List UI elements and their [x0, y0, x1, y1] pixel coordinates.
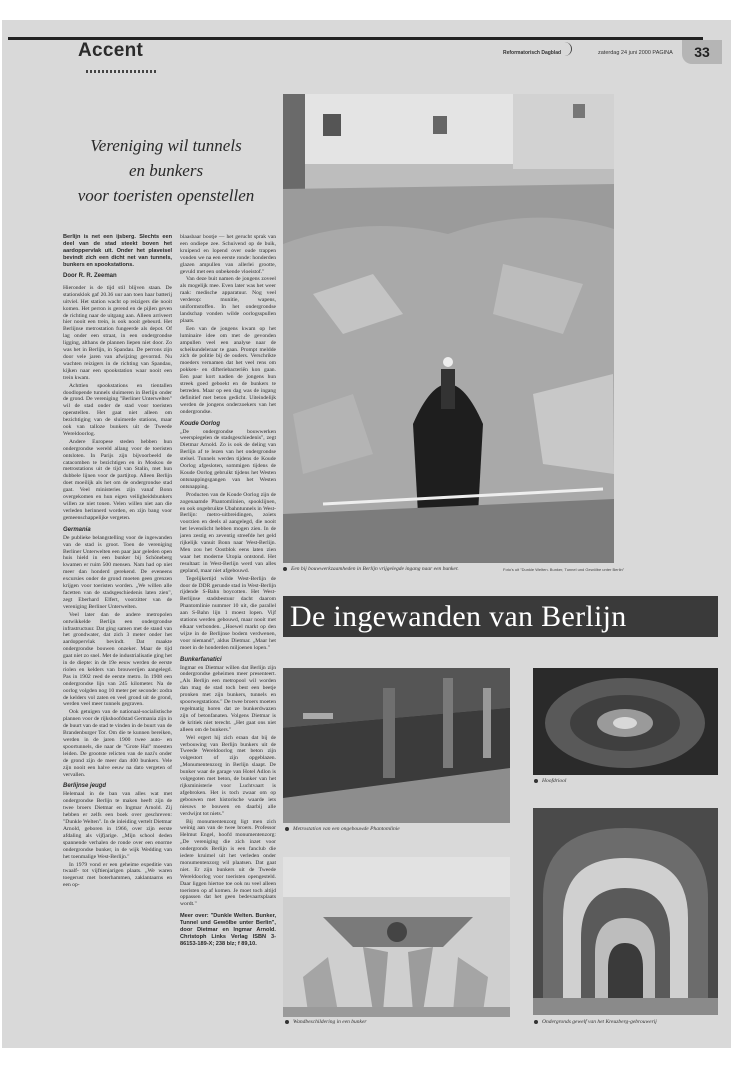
caption-text: Een bij bouwwerkzaamheden in Berlijn vrijgelegde ingang naar een bunker. — [291, 566, 459, 572]
bullet-icon — [534, 779, 538, 783]
byline: Door R. R. Zeeman — [63, 273, 117, 279]
paragraph: Helemaal in de ban van alles wat met ondergrondse Berlijn te maken heeft zijn de twee broers Dietmar en Ingmar Arnold. Zij hebben er zelfs een boek over geschreven: "Dunkle Welten". In de inleiding vertelt Dietmar Arnold, geboren in 1966, over zijn eerste afdaling als vijfjarige. „Mijn school deden spannende verhalen de ronde over een enorme ondergrondse bunker, in de wijk Wedding van het toenmalige West-Berlijn." — [63, 791, 172, 860]
paragraph: blaasbaar bootje — het gerucht sprak van een ondiepe zee. Schuivend op de buik, kruipend en lopend over oude trappen vonden we na een eerste ronde: honderden glazen ampullen van allerlei grootte, gevuld met een onbekende vloeistof." — [180, 234, 276, 275]
metro-caption — [285, 826, 400, 832]
headline-line: voor toeristen openstellen — [77, 186, 255, 205]
headline-line: Vereniging wil tunnels — [90, 136, 242, 155]
paragraph: De publieke belangstelling voor de ingewanden van de stad is groot. Toen de vereniging Berliner Unterwelten een paar jaar geleden open huis hield in een bunker bij Schöneberg kwamen er ruim 500 mensen. Nam had op niet meer dan honderd gerekend. De eveneens excursies onder de grond moeten geen grenzen krijgen voor toeristen worden. „We willen alle facetten van de stadsgeschiedenis laten zien", zegt Eberhard Elfert, voorzitter van de vereniging Berliner Unterwelten. — [63, 534, 172, 610]
underground-vault-photo — [533, 808, 718, 1015]
caption-text: Wandbeschildering in een bunker — [293, 1019, 367, 1025]
bunker-mural-photo — [283, 857, 510, 1017]
subheading: Bunkerfanatici — [180, 656, 222, 663]
bullet-icon — [285, 1020, 289, 1024]
article-lead: Berlijn is net een ijsberg. Slechts een deel van de stad steekt boven het aardoppervlak uit. Onder het plaveisel bevindt zich een dicht net van tunnels, bunkers en spookstations. — [63, 234, 172, 268]
subheading: Berlijnse jeugd — [63, 783, 107, 790]
paragraph: Andere Europese steden hebben hun ondergrondse wereld allang voor de toeristen ontsloten. In Parijs zijn bijvoorbeeld de catacomben te bezichtigen en in Moskou de metrostations uit de tijd van Stalin, met hun dubbele lijnen voor de partijtop. Alleen Berlijn doet moeilijk als het om de ondergrondse stad gaat. Veel ministeries zijn vanaf Bonn overgekomen en hun eigen veiligheidsbunkers willen ze niet tonen. Velen willen niet aan die verleden herinnerd worden, en zijn bang voor gemeenschappelijke vergeten. — [63, 438, 172, 521]
mural-caption — [285, 1019, 367, 1025]
issue-date: zaterdag 24 juni 2000 PAGINA — [598, 50, 673, 56]
paragraph: „De ondergrondse bouwwerken weerspiegelen de stadsgeschiedenis", zegt Dietmar Arnold. Zo is ook de deling van Berlijn af te lezen van het ondergrondse stelsel. Tunnels werden tijdens de Koude Oorlog afgesloten, sommigen tijdens de Koude Oorlog gebruikt tijdens het Westen ontsnappingsgangen van het Westen ontsnapping. — [180, 428, 276, 490]
caption-text: Ondergronds gewelf van het Kreuzberg-gebrouwerij — [542, 1019, 657, 1025]
phantom-metro-station-photo — [283, 668, 510, 823]
paragraph: Tegelijkertijd wilde West-Berlijn de door de DDR gerunde stad in West-Berlijn rijdende S-Bahn boycotten. Het West-Berlijnse stadsbestuur dacht daarom Phantomlinie nummer 10 uit, die parallel aan S-Bahn lijn 1 moest lopen. Vijf stations werden gebouwd, maar nooit met elkaar verbonden. „Hoewel markt op den wijze in de Berlijnse bodem verdwenen, voor niemand", aldus Dietmar. „Maar het moet in de honderden miljoenen lopen." — [180, 575, 276, 651]
feature-banner: De ingewanden van Berlijn — [283, 596, 718, 637]
subheading: Koude Oorlog — [180, 420, 220, 427]
bunker-entrance-photo — [283, 94, 614, 563]
subheading: Germania — [63, 526, 91, 533]
logo-swoosh-icon — [557, 42, 572, 56]
bullet-icon — [283, 567, 287, 571]
paragraph: Ook getuigen van de nationaal-socialistische plannen voor de rijkshoofdstad Germania zijn in de buurt van de stad te vinden in de buurt van de Brandenburger Tor. Om die te kunnen bereiken, werden in de jaren 1900 twee auto- en spoortunnels, die naar de "Grote Hal" moesten leiden. De grootste relicten van de nazi's onder de grond zijn de meer dan 400 bunkers. Vele zijn nooit een halve eeuw na dato vergeten of vervallen. — [63, 709, 172, 778]
bullet-icon — [534, 1020, 538, 1024]
caption-text: Metrostation van een ongebouwde Phantomlinie — [293, 826, 400, 832]
article-column-1 — [63, 234, 172, 1020]
section-dots — [86, 70, 156, 73]
paragraph: Producten van de Koude Oorlog zijn de zogenaamde Phantomlinien, spooklijnen, en ook ongebruikte Ubahntunnels in West-Berlijn: metro-uitbreidingen, zoiets voorzien en deels al aangelegd, die nooit het levenslicht hebben mogen zien. In de jaren zestig en zeventig streefde het geld rijkelijk vanuit Bonn naar West-Berlijn. Men zou het Oostblok eens laten zien waar het moderne Utopia ontstond. Het resultaat: in West-Berlijn werd van alles gepland, maar niet afgebouwd. — [180, 491, 276, 574]
vault-caption — [534, 1019, 657, 1025]
page-number: 33 — [682, 40, 722, 64]
paragraph: Wel ergert hij zich eraan dat bij de verbouwing van Berlijn bunkers uit de Tweede Wereldoorlog met beton zijn volgestort of zijn opgeblazen. „Monumentenzorg in Berlijn slaapt. De bunker waar de garage van Hotel Adlon is volgegoten met beton, de bunker van het rijksministerie voor Luchtvaart is afgebroken. Het is toch zwaar om op gebouwen met historische waarde iets nieuws te bouwen en daarbij alle verdwijnt tot niets." — [180, 734, 276, 817]
paragraph: Achttien spookstations en tientallen doodlopende tunnels sluimeren in Berlijn onder de grond. De vereniging "Berliner Unterwelten" wil de stad onder de stad voor toeristen openstellen. Het gaat niet alleen om bezichtiging van de sluimerde stations, maar ook van talloze bunkers uit de Tweede Wereldoorlog. — [63, 382, 172, 437]
section-title: Accent — [78, 40, 144, 61]
caption-text: Hoofdriool — [542, 778, 567, 784]
paragraph: Van deze buit namen de jongens zoveel als mogelijk mee. Even later was het weer raak: medische apparatuur. Nog veel verderop: munitie, wapens, uniformstoffen. In het ondergrondse landschap vonden wilde oorlogsspullen plaats. — [180, 276, 276, 324]
article-column-2 — [180, 234, 276, 1048]
article-headline — [44, 133, 288, 208]
pipe-caption — [534, 778, 566, 784]
headline-line: en bunkers — [128, 161, 204, 180]
paragraph: Hieronder is de tijd stil blijven staan. De stationsklok gaf 20.36 uur aan toen haar batterij uitviel. Het station wacht op reizigers die nooit komen. Het perron is gerend en de pijlen geven de richting naar de uitgang aan. Alleen arriveert hier nooit een trein, is ook nooit gebeurd. Het Berlijnse metrostation fungeerde als depot. Of lag onder een straat, in een ondergrondse ligging, althans de plannen liepen niet door. Zo was het in Berlijn, in Spandau. De perrons zijn door vele jaren van afwijzing gevormd. Nu wachten reizigers in de richting van Spandau, kijken naar een spookstation waar nooit een trein kwam. — [63, 284, 172, 381]
paragraph: Bij monumentenzorg ligt men zich weinig aan van de twee broers. Professor Helmut Engel, hoofd monumentenzorg: „De vereniging die zich inzet voor ondergronds Berlijn is een fanclub die iedere kruimel uit het verleden onder monumentenzorg wil plaatsen. Dat gaat niet. Er zijn bunkers uit de Tweede Wereldoorlog voor toeristen opengesteld. Daar liggen hiertoe toe ook nu veel alleen toeristen op af komen. Je moet toch altijd oppassen dat het geen bedevaartsplaats wordt." — [180, 818, 276, 908]
paragraph: In 1979 vond er een geheime expeditie van twaalf- tot vijftienjarigen plaats. „We waren toegerust met boterhammen, zaklantaarns en een op- — [63, 861, 172, 889]
book-credit: Meer over: "Dunkle Welten. Bunker, Tunnel und Gewölbe unter Berlin", door Dietmar en Ingmar Arnold. Christoph Links Verlag ISBN 3-86153-189-X; 238 blz; f 89,10. — [180, 913, 276, 947]
paragraph: Veel later dan de andere metropolen ontwikkelde Berlijn een ondergrondse infrastructuur. Dat ging samen met de stand van het grondwater, dat zich 3 meter onder het aardoppervlak bevindt. Dat maakte ondergrondse bouwen onzeker. Maar de tijd gaat niet zo snel. Met de industrialisatie ging het in de diepte: in de 19e eeuw werden de eerste riolen en kelders van brouwerijen aangelegd. Pas in 1902 reed de eerste metro. In 1908 een ondergrondse lijn van 245 kilometer. Na de oorlog volgden nog 10 meter per seconde: zodra de kelders vol zaten en veel grond uit de grond, werden veel meer tunnels gegraven. — [63, 611, 172, 708]
main-photo-caption — [283, 566, 459, 572]
newspaper-name: Reformatorisch Dagblad — [503, 50, 562, 56]
paragraph: Een van de jongens kwam op het luminaire idee om met de gevonden ampullen veel een analyse naar de scheikundeleraar te gaan. Prompt meldde zich de politie bij de ouders. Verschrikte moeders vernamen dat het veel rens om pokken- en difteriebacteriën kon gaan. Een paar kort nadien de jongens hun streek goed geboekt en de bunkers te betreden. Maar op een dag was de ingang definitief met beton gedicht. Uiteindelijk werden de jongens onderzoekers van het ondergrondse. — [180, 325, 276, 415]
sewer-pipe-photo — [533, 668, 718, 775]
paragraph: Ingmar en Dietmar willen dat Berlijn zijn ondergrondse geheimen meer presenteert. „Als Berlijn een metropool wil worden dan mag de stad toch best een beetje pronken met zijn bunkers, tunnels en spoorwegstations." De twee broers moeten regelmatig horen dat ze bunkerdwazen zijn of betonfanaten. Volgens Dietmar is de kritiek niet terecht. „Het gaat ons niet alleen om de bunkers." — [180, 664, 276, 733]
photo-credit: Foto's uit "Dunkle Welten. Bunker, Tunnel und Gewölbe unter Berlin" — [503, 567, 625, 572]
bullet-icon — [285, 827, 289, 831]
